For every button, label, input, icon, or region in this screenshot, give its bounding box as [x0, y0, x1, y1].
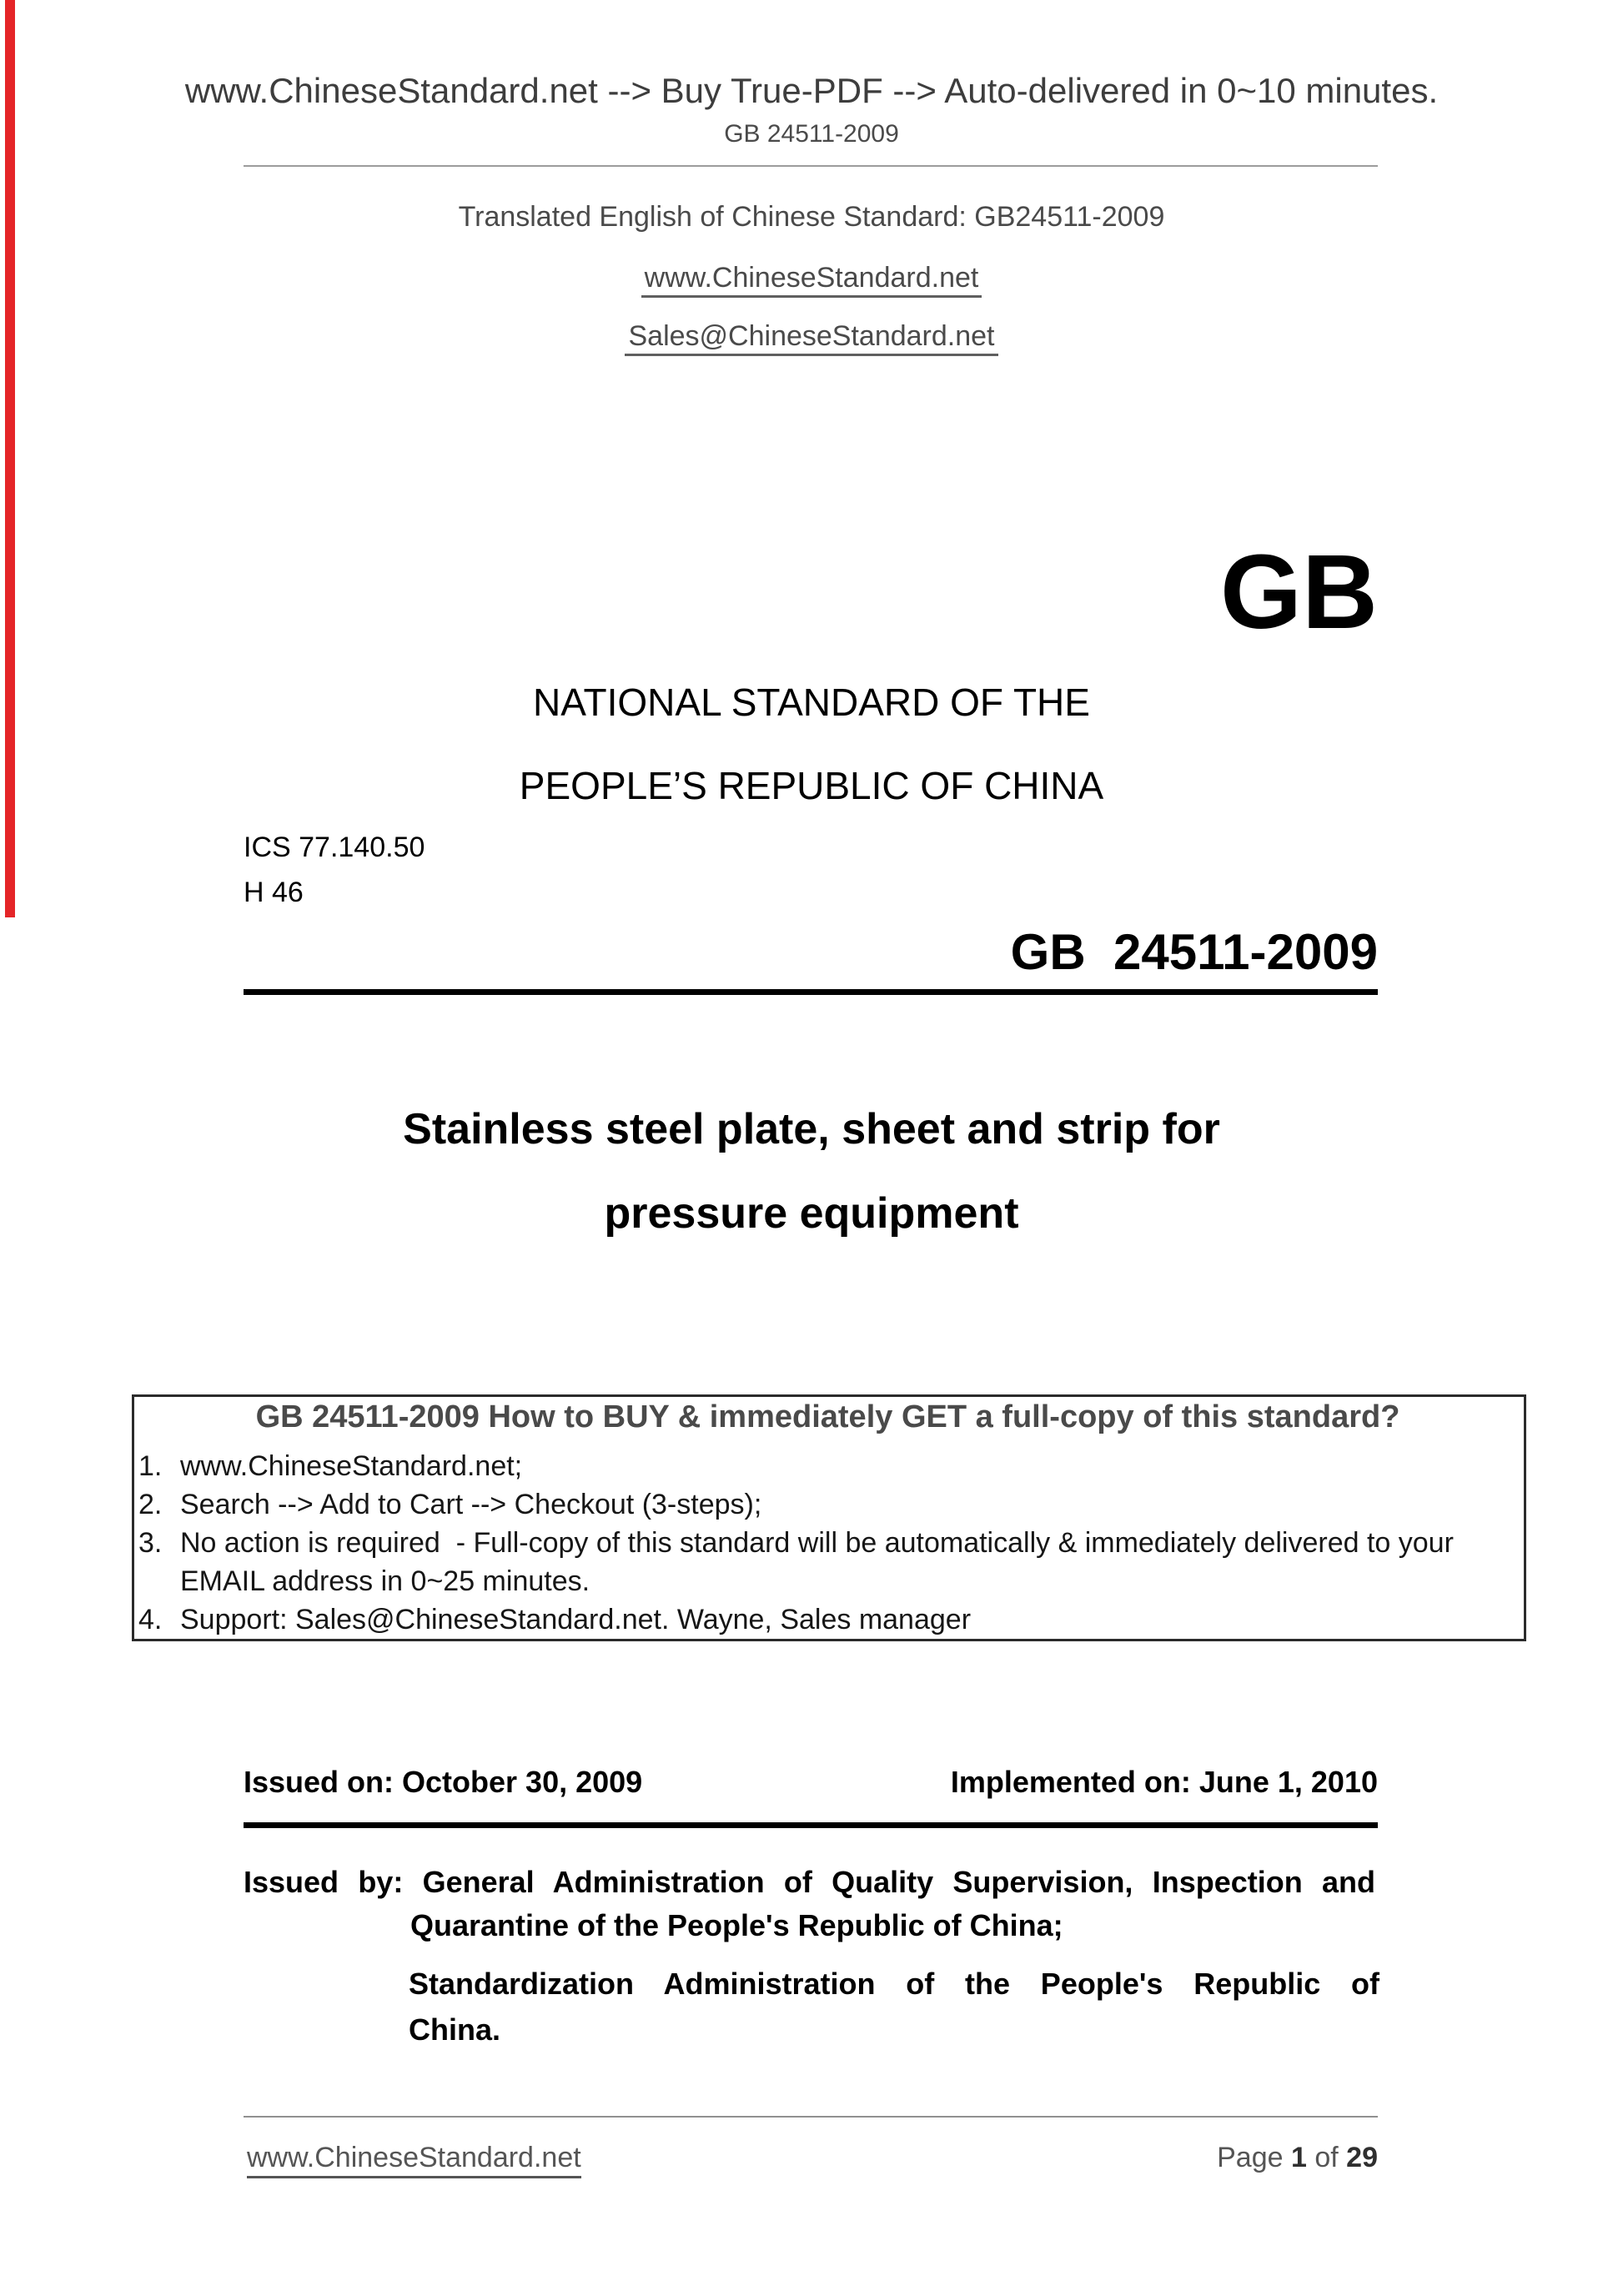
- national-standard-line1: NATIONAL STANDARD OF THE: [533, 681, 1090, 724]
- dates-row: [244, 1764, 1378, 1800]
- buy-box-heading: GB 24511-2009 How to BUY & immediately GET a full-copy of this standard?: [255, 1399, 1400, 1434]
- item-text: www.ChineseStandard.net;: [180, 1450, 523, 1482]
- banner-text: www.ChineseStandard.net --> Buy True-PDF --> Auto-delivered in 0~10 minutes.: [184, 71, 1439, 110]
- email-link-row: [0, 320, 1623, 356]
- item-number: 1.: [138, 1450, 163, 1482]
- translated-note: Translated English of Chinese Standard: GB24511-2009: [458, 201, 1165, 233]
- issuer-line-2: Quarantine of the People's Republic of China;: [410, 1908, 1063, 1942]
- email-link[interactable]: Sales@ChineseStandard.net: [625, 320, 997, 356]
- item-number: 2.: [138, 1489, 163, 1520]
- item-text: No action is required - Full-copy of this standard will be automatically & immediately delivered to your EMAIL address in 0~25 minutes.: [180, 1527, 1454, 1597]
- website-link[interactable]: www.ChineseStandard.net: [641, 262, 982, 298]
- item-number: 4.: [138, 1604, 163, 1635]
- implemented-date: Implemented on: June 1, 2010: [950, 1765, 1378, 1799]
- footer-website-link[interactable]: www.ChineseStandard.net: [247, 2141, 581, 2178]
- issued-date: Issued on: October 30, 2009: [244, 1765, 643, 1799]
- issuer-line-1: Issued by: General Administration of Quality Supervision, Inspection and: [244, 1865, 1375, 1899]
- standard-code-header: GB 24511-2009: [724, 120, 899, 148]
- buy-box-item-2: [138, 1485, 1517, 1524]
- footer-page-info: [1217, 2141, 1378, 2174]
- buy-box-item-3: [138, 1524, 1517, 1600]
- item-text: Search --> Add to Cart --> Checkout (3-steps);: [180, 1489, 762, 1520]
- footer-page-total: 29: [1346, 2142, 1378, 2173]
- buy-box-list: [138, 1447, 1517, 1639]
- footer-page-number: 1: [1290, 2142, 1307, 2173]
- footer-page-label: Page: [1217, 2142, 1284, 2173]
- national-standard-line2: PEOPLE’S REPUBLIC OF CHINA: [519, 764, 1104, 807]
- footer-website-row: [247, 2141, 581, 2178]
- ics-code: ICS 77.140.50: [244, 831, 425, 863]
- footer-divider: [244, 2116, 1378, 2118]
- buy-box: [132, 1394, 1526, 1641]
- category-code: H 46: [244, 877, 304, 908]
- header-divider: [244, 165, 1378, 167]
- title-divider: [244, 989, 1378, 995]
- dates-divider: [244, 1822, 1378, 1828]
- issuer-line-3: Standardization Administration of the People's Republic of: [409, 1967, 1379, 2001]
- buy-box-item-4: [138, 1600, 1517, 1639]
- standard-number: GB 24511-2009: [1010, 924, 1378, 980]
- document-title-line1: Stainless steel plate, sheet and strip for: [403, 1105, 1220, 1153]
- website-link-row: [0, 262, 1623, 298]
- buy-box-item-1: [138, 1447, 1517, 1485]
- item-text: Support: Sales@ChineseStandard.net. Wayne, Sales manager: [180, 1604, 972, 1635]
- issuer-line-4: China.: [409, 2012, 501, 2047]
- document-title-line2: pressure equipment: [604, 1189, 1019, 1238]
- footer-of-label: of: [1314, 2142, 1339, 2173]
- item-number: 3.: [138, 1527, 163, 1559]
- gb-logo: GB: [1220, 533, 1378, 651]
